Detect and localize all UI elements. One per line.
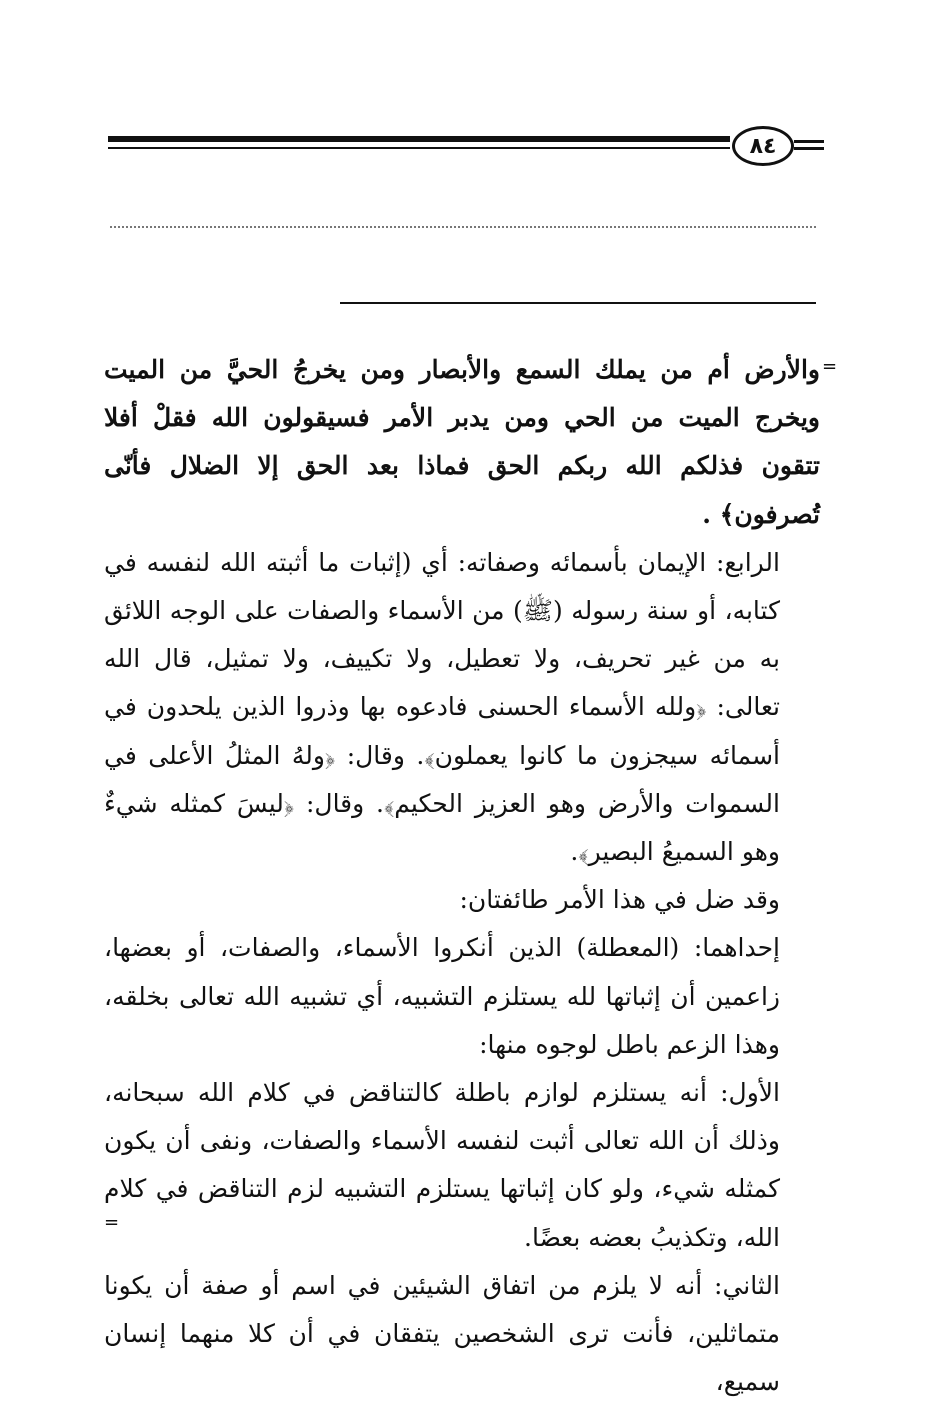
- second-reason-paragraph: الثاني: أنه لا يلزم من اتفاق الشيئين في اسم أو صفة أن يكونا متماثلين، فأنت ترى الشخصين يتفقان في أن كلا منهما إنسان سميع،: [104, 1270, 780, 1397]
- quran-continuation-paragraph: والأرض أم من يملك السمع والأبصار ومن يخرجُ الحيَّ من الميت ويخرج الميت من الحي ومن يدبر الأمر فسيقولون الله فقلْ أفلا تتقون فذلكم الله ربكم الحق فماذا بعد الحق إلا الضلال فأنّى تُصرفون﴾ .: [104, 355, 820, 529]
- header-tail-line-2: [794, 147, 824, 150]
- footnote-rule: [340, 302, 816, 304]
- first-reason-paragraph: الأول: أنه يستلزم لوازم باطلة كالتناقض في كلام الله سبحانه، وذلك أن الله تعالى أثبت لنفسه الأسماء والصفات، ونفى أن يكون كمثله شيء، ولو كان إثباتها يستلزم التشبيه لزم التناقض في كلام الله، وتكذيبُ بعضه بعضًا.: [104, 1078, 780, 1252]
- two-groups-paragraph: وقد ضل في هذا الأمر طائفتان:: [459, 885, 780, 915]
- fourth-point-paragraph: الرابع: الإيمان بأسمائه وصفاته: أي (إثبات ما أثبته الله لنفسه في كتابه، أو سنة رسوله (ﷺ) من الأسماء والصفات على الوجه اللائق به من غير تحريف، ولا تعطيل، ولا تكييف، ولا تمثيل، قال الله تعالى: ﴿ولله الأسماء الحسنى فادعوه بها وذروا الذين يلحدون في أسمائه سيجزون ما كانوا يعملون﴾. وقال: ﴿ولهُ المثلُ الأعلى في السموات والأرض وهو العزيز الحكيم﴾. وقال: ﴿ليسَ كمثله شيءٌ وهو السميعُ البصير﴾.: [104, 547, 780, 867]
- header-tail-lines: [794, 140, 824, 154]
- header-rule: [108, 136, 730, 149]
- footnote-body: [104, 346, 820, 1406]
- header-thick-line: [108, 136, 730, 142]
- dotted-separator: [110, 226, 816, 228]
- continuation-mark-top: =: [822, 356, 838, 377]
- first-group-paragraph: إحداهما: (المعطلة) الذين أنكروا الأسماء، والصفات، أو بعضها، زاعمين أن إثباتها لله يستلزم التشبيه، أي تشبيه الله تعالى بخلقه، وهذا الزعم باطل لوجوه منها:: [104, 933, 780, 1059]
- header-tail-line-1: [794, 140, 824, 143]
- continuation-mark-bottom: =: [104, 1212, 120, 1233]
- header-thin-line: [108, 147, 730, 149]
- page-number: ٨٤: [732, 126, 794, 166]
